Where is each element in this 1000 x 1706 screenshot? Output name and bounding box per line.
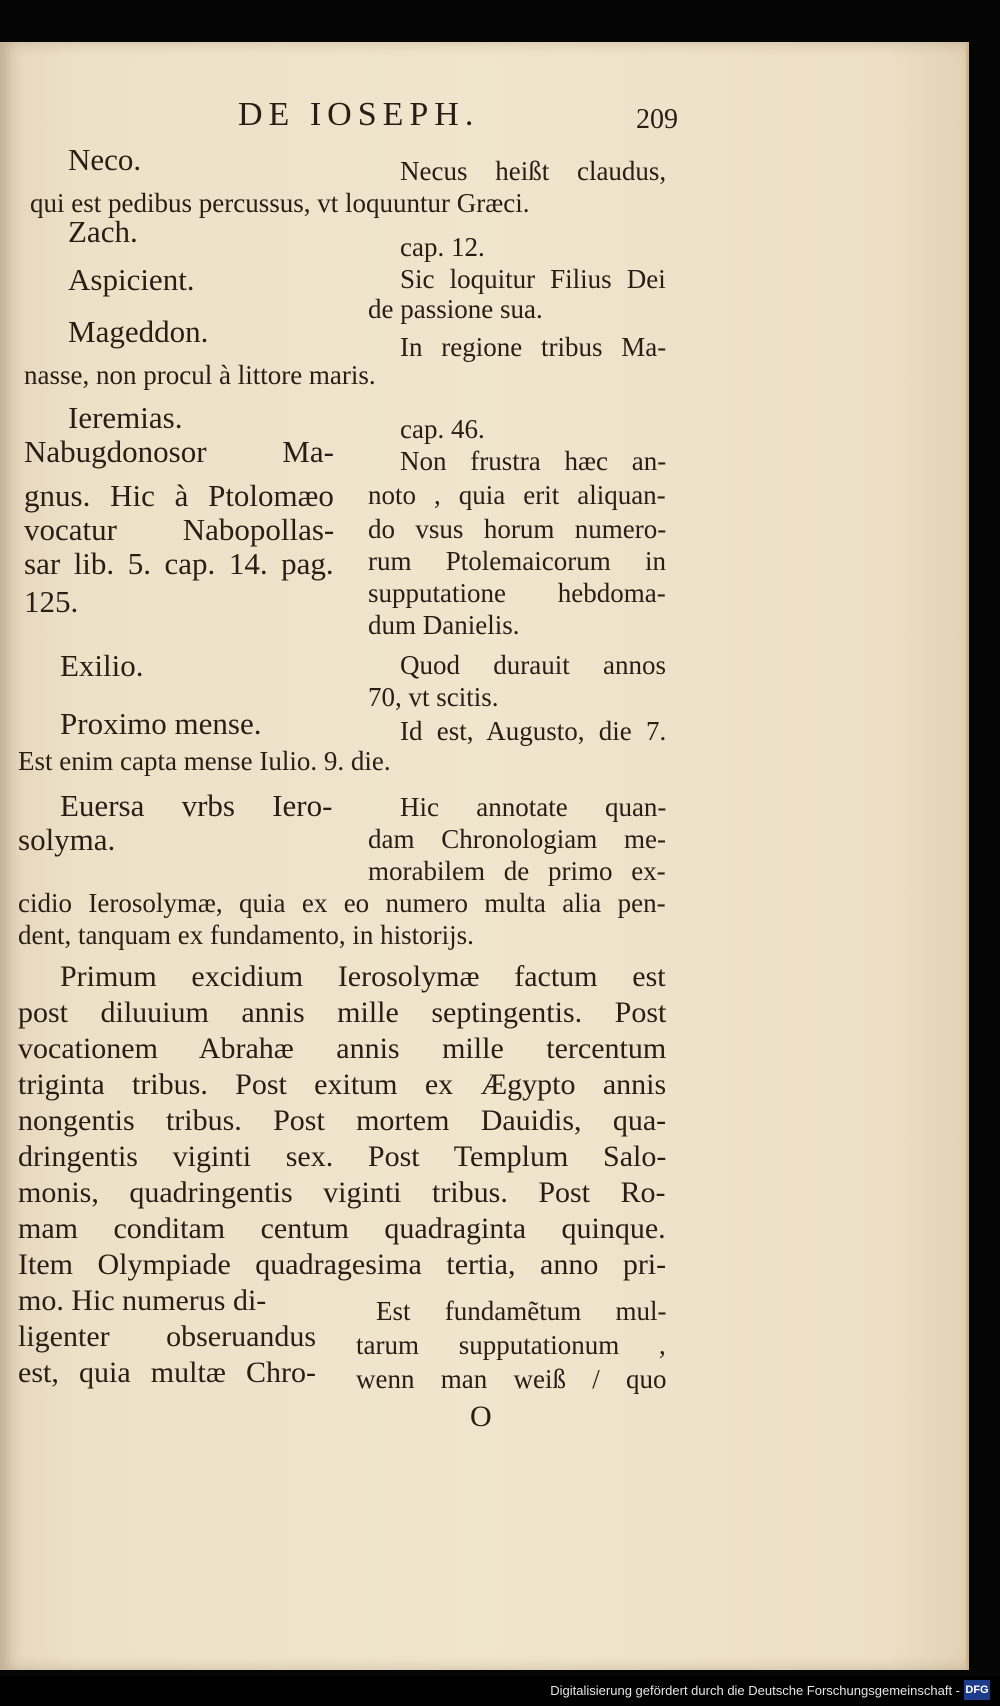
text-line: Est enim capta mense Iulio. 9. die.: [18, 746, 391, 776]
running-head: DE IOSEPH.: [238, 96, 480, 133]
text-line: vocationem Abrahæ annis mille tercentum: [18, 1032, 667, 1065]
text-line: dum Danielis.: [368, 610, 520, 640]
text-line: nasse, non procul à littore maris.: [24, 360, 376, 390]
text-line: Ieremias.: [68, 400, 183, 435]
text-line: In regione tribus Ma-: [400, 332, 667, 362]
text-line: Nabugdonosor Ma-: [24, 434, 334, 469]
text-line: Quod durauit annos: [400, 650, 666, 680]
text-line: solyma.: [18, 822, 116, 857]
text-line: Proximo mense.: [60, 706, 262, 741]
text-line: Zach.: [68, 214, 138, 249]
text-line: 125.: [24, 584, 79, 619]
text-line: morabilem de primo ex-: [368, 856, 666, 886]
text-line: Non frustra hæc an-: [400, 446, 667, 476]
text-line: mo. Hic numerus di-: [18, 1284, 267, 1317]
text-line: Primum excidium Ierosolymæ factum est: [60, 960, 666, 993]
text-line: monis, quadringentis viginti tribus. Post Ro-: [18, 1176, 666, 1209]
text-line: noto , quia erit aliquan-: [368, 480, 666, 510]
text-line: Mageddon.: [68, 314, 209, 349]
footer-credit: Digitalisierung gefördert durch die Deutsche Forschungsgemeinschaft -: [550, 1683, 960, 1698]
text-line: triginta tribus. Post exitum ex Ægypto annis: [18, 1068, 667, 1101]
text-line: qui est pedibus percussus, vt loquuntur Græci.: [30, 188, 530, 218]
text-line: Neco.: [68, 142, 142, 177]
text-line: Est fundamẽtum mul-: [376, 1296, 667, 1326]
text-line: do vsus horum numero-: [368, 514, 667, 544]
text-line: Hic annotate quan-: [400, 792, 667, 822]
text-line: nongentis tribus. Post mortem Dauidis, qua-: [18, 1104, 667, 1137]
text-line: cap. 12.: [400, 232, 485, 262]
text-line: 70, vt scitis.: [368, 682, 499, 712]
text-line: cap. 46.: [400, 414, 485, 444]
text-line: post diluuium annis mille septingentis. Post: [18, 996, 667, 1029]
text-line: rum Ptolemaicorum in: [368, 546, 666, 576]
text-line: Aspicient.: [68, 262, 195, 297]
text-line: de passione sua.: [368, 294, 543, 324]
signature-mark: O: [470, 1400, 492, 1433]
text-line: dam Chronologiam me-: [368, 824, 666, 854]
text-line: tarum supputationum ,: [356, 1330, 666, 1360]
text-line: sar lib. 5. cap. 14. pag.: [24, 546, 334, 581]
text-line: Sic loquitur Filius Dei: [400, 264, 666, 294]
text-line: supputatione hebdoma-: [368, 578, 666, 608]
text-line: Euersa vrbs Iero-: [60, 788, 333, 823]
text-line: cidio Ierosolymæ, quia ex eo numero multa alia pen-: [18, 888, 666, 918]
text-line: Exilio.: [60, 648, 144, 683]
text-line: mam conditam centum quadraginta quinque.: [18, 1212, 666, 1245]
page-number: 209: [636, 104, 678, 135]
text-line: wenn man weiß / quo: [356, 1364, 667, 1394]
text-line: dent, tanquam ex fundamento, in historijs.: [18, 920, 474, 950]
text-line: est, quia multæ Chro-: [18, 1356, 316, 1389]
text-line: vocatur Nabopollas-: [24, 512, 335, 547]
text-line: dringentis viginti sex. Post Templum Salo-: [18, 1140, 667, 1173]
text-line: Id est, Augusto, die 7.: [400, 716, 667, 746]
text-line: Item Olympiade quadragesima tertia, anno pri-: [18, 1248, 667, 1281]
text-line: gnus. Hic à Ptolomæo: [24, 478, 334, 513]
dfg-logo: DFG: [964, 1680, 990, 1700]
text-line: ligenter obseruandus: [18, 1320, 317, 1353]
text-line: Necus heißt claudus,: [400, 156, 667, 186]
